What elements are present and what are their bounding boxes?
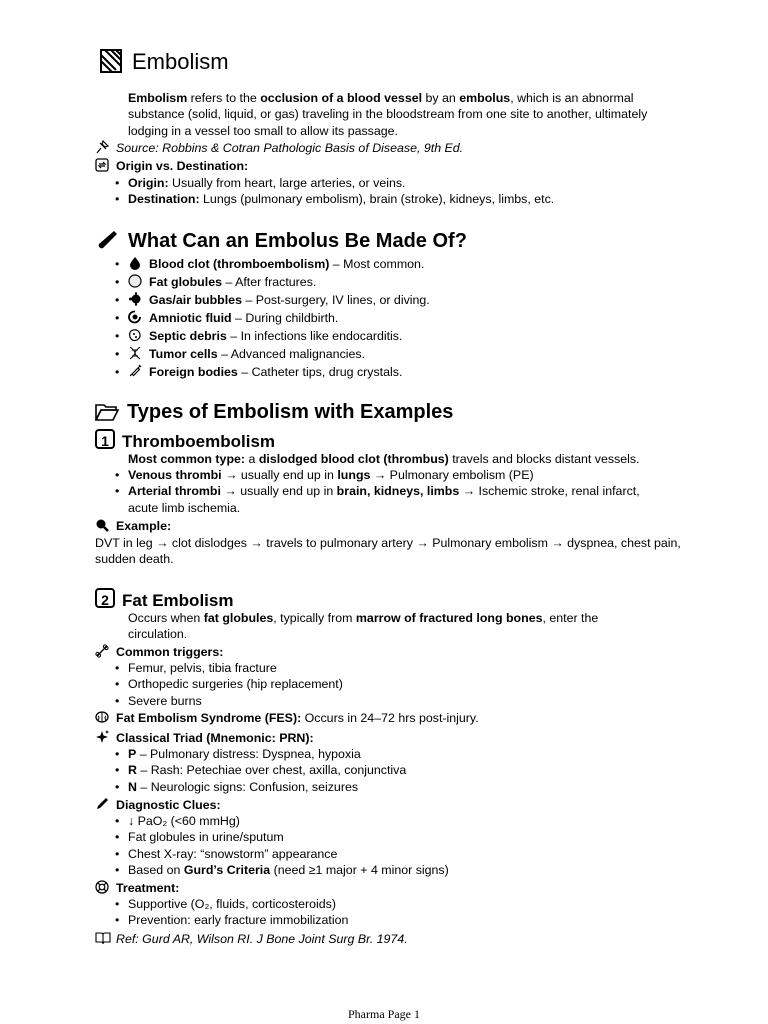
fat-heading: 2 Fat Embolism bbox=[95, 588, 233, 611]
types-heading: Types of Embolism with Examples bbox=[95, 400, 453, 426]
made-of-item: • Fat globules – After fractures. bbox=[111, 274, 711, 290]
thrombo-desc: Most common type: a dislodged blood clot (thrombus) travels and blocks distant vessels. bbox=[128, 452, 640, 466]
number-2-icon: 2 bbox=[95, 588, 115, 608]
fes-line: Fat Embolism Syndrome (FES): Occurs in 24–72 hrs post-injury. bbox=[95, 710, 479, 726]
list-item: • Arterial thrombi → usually end up in brain, kidneys, limbs → Ischemic stroke, renal infarct, acute limb ischemia. bbox=[111, 483, 671, 516]
drop-icon bbox=[128, 256, 144, 270]
diag-heading: Diagnostic Clues: bbox=[95, 797, 221, 813]
definition: Embolism refers to the occlusion of a blood vessel by an embolus, which is an abnormal substance (solid, liquid, or gas) traveling in the bloodstream from one site to another, ultimately lodging in a vessel too small to allow its passage. bbox=[128, 91, 648, 138]
treat-heading: Treatment: bbox=[95, 880, 179, 896]
thrombo-list bbox=[111, 467, 671, 516]
list-item: • Destination: Lungs (pulmonary embolism), brain (stroke), kidneys, limbs, etc. bbox=[111, 191, 711, 207]
list-item: • Orthopedic surgeries (hip replacement) bbox=[111, 676, 611, 692]
list-item: • Based on Gurd’s Criteria (need ≥1 major + 4 minor signs) bbox=[111, 862, 611, 878]
list-item: • Severe burns bbox=[111, 693, 611, 709]
folder-icon bbox=[95, 402, 119, 426]
number-1-icon: 1 bbox=[95, 429, 115, 449]
list-item: • N – Neurologic signs: Confusion, seizures bbox=[111, 779, 611, 795]
made-of-item: • Amniotic fluid – During childbirth. bbox=[111, 310, 711, 326]
magnifier-icon bbox=[95, 518, 111, 532]
notebook-icon bbox=[100, 49, 124, 73]
list-item: • Femur, pelvis, tibia fracture bbox=[111, 660, 611, 676]
made-of-item: • Blood clot (thromboembolism) – Most common. bbox=[111, 256, 711, 272]
brain-icon bbox=[95, 710, 111, 724]
pin-icon bbox=[95, 140, 111, 154]
bubble-icon bbox=[128, 292, 144, 306]
syringe-icon bbox=[128, 364, 144, 378]
dna-icon bbox=[128, 346, 144, 360]
bone-icon bbox=[95, 644, 111, 658]
ref-line: Ref: Gurd AR, Wilson RI. J Bone Joint Surg Br. 1974. bbox=[95, 931, 408, 947]
circle-icon bbox=[128, 274, 144, 288]
example-heading: Example: bbox=[95, 518, 171, 534]
title-text: Embolism bbox=[132, 49, 229, 74]
page-footer: Pharma Page 1 bbox=[348, 1007, 420, 1021]
source-line: Source: Robbins & Cotran Pathologic Basis of Disease, 9th Ed. bbox=[95, 140, 463, 156]
list-item: • Supportive (O₂, fluids, corticosteroids) bbox=[111, 896, 611, 912]
list-item: • Prevention: early fracture immobilization bbox=[111, 912, 611, 928]
list-item: • P – Pulmonary distress: Dyspnea, hypoxia bbox=[111, 746, 611, 762]
list-item: • Venous thrombi → usually end up in lungs → Pulmonary embolism (PE) bbox=[111, 467, 671, 483]
triggers-list bbox=[111, 660, 611, 709]
made-of-list bbox=[111, 256, 711, 380]
made-of-heading: What Can an Embolus Be Made Of? bbox=[96, 229, 467, 253]
thrombo-heading: 1 Thromboembolism bbox=[95, 429, 275, 452]
made-of-item: • Foreign bodies – Catheter tips, drug crystals. bbox=[111, 364, 711, 380]
repeat-icon bbox=[95, 158, 111, 172]
list-item: • R – Rash: Petechiae over chest, axilla, conjunctiva bbox=[111, 762, 611, 778]
diag-list bbox=[111, 813, 611, 879]
book-icon bbox=[95, 931, 111, 945]
triggers-heading: Common triggers: bbox=[95, 644, 223, 660]
fat-desc: Occurs when fat globules, typically from marrow of fractured long bones, enter the circulation. bbox=[128, 611, 599, 642]
made-of-item: • Gas/air bubbles – Post-surgery, IV lines, or diving. bbox=[111, 292, 711, 308]
page-title bbox=[100, 49, 229, 75]
example-text: DVT in leg → clot dislodges → travels to pulmonary artery → Pulmonary embolism → dyspnea, chest pain, sudden death. bbox=[95, 536, 681, 567]
sparkles-icon bbox=[95, 730, 111, 744]
made-of-item: • Septic debris – In infections like endocarditis. bbox=[111, 328, 711, 344]
list-item: • Chest X-ray: “snowstorm” appearance bbox=[111, 846, 611, 862]
triad-heading: Classical Triad (Mnemonic: PRN): bbox=[95, 730, 314, 746]
microbe-icon bbox=[128, 328, 144, 342]
origin-dest-heading: Origin vs. Destination: bbox=[95, 158, 248, 174]
treat-list bbox=[111, 896, 611, 929]
fetus-icon bbox=[128, 310, 144, 324]
lifebuoy-icon bbox=[95, 880, 111, 894]
made-of-item: • Tumor cells – Advanced malignancies. bbox=[111, 346, 711, 362]
triad-list bbox=[111, 746, 611, 795]
test-tube-icon bbox=[96, 229, 120, 253]
pipette-icon bbox=[95, 797, 111, 811]
list-item: • ↓ PaO₂ (<60 mmHg) bbox=[111, 813, 611, 829]
list-item: • Fat globules in urine/sputum bbox=[111, 829, 611, 845]
list-item: • Origin: Usually from heart, large arteries, or veins. bbox=[111, 175, 711, 191]
origin-dest-list bbox=[111, 175, 711, 208]
